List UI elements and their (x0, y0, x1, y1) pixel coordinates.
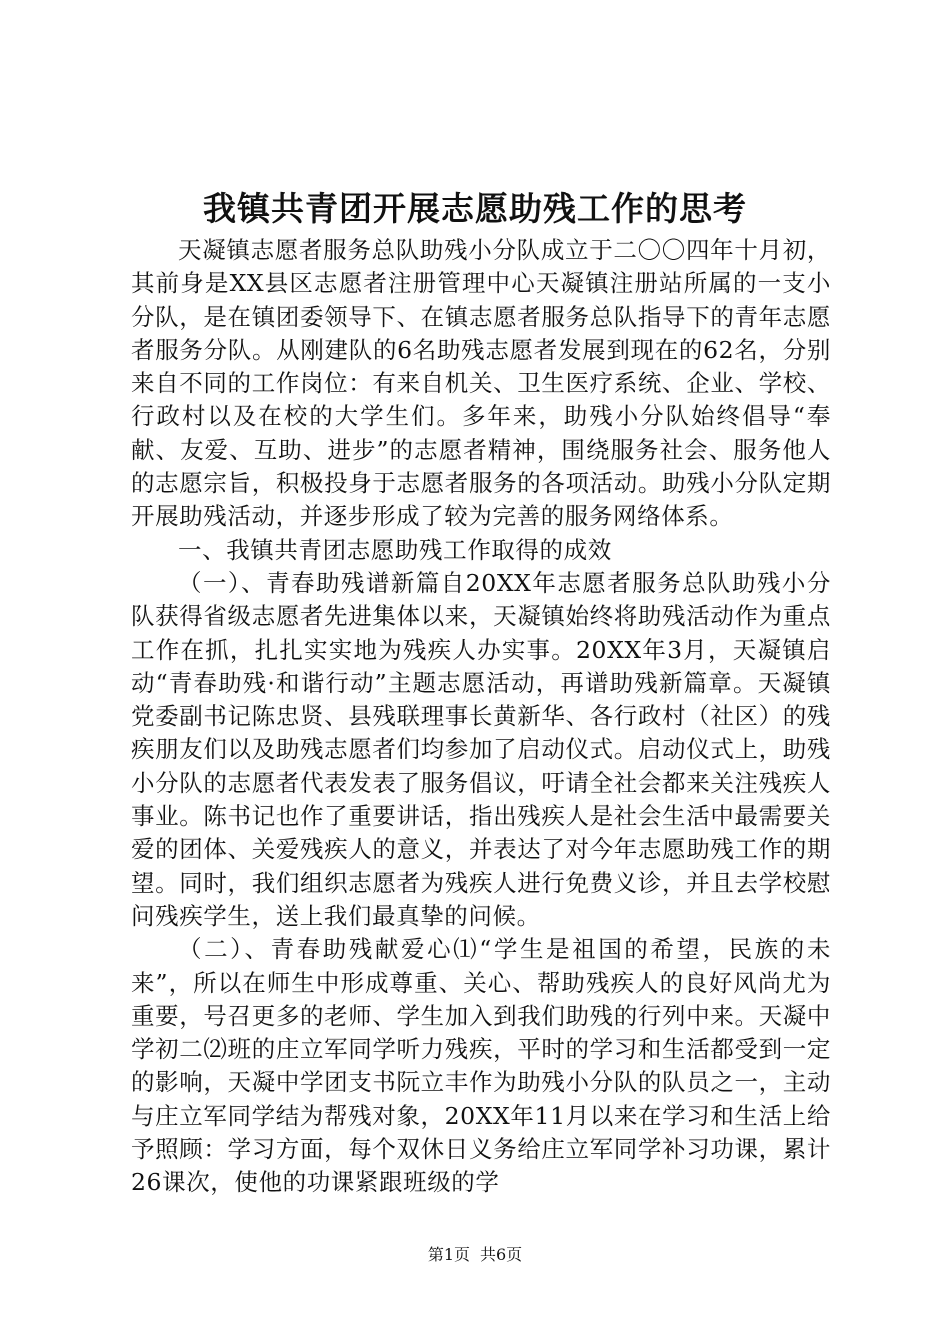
page-total: 共6页 (480, 1245, 523, 1264)
document-title: 我镇共青团开展志愿助残工作的思考 (203, 189, 747, 228)
paragraph-section-2: （二）、青春助残献爱心⑴“学生是祖国的希望，民族的未来”，所以在师生中形成尊重、关心、帮助残疾人的良好风尚尤为重要，号召更多的老师、学生加入到我们助残的行列中来。天凝中学初二⑵班的庄立军同学听力残疾，平时的学习和生活都受到一定的影响，天凝中学团支书阮立丰作为助残小分队的队员之一，主动与庄立军同学结为帮残对象，20XX年11月以来在学习和生活上给予照顾：学习方面，每个双休日义务给庄立军同学补习功课，累计26课次，使他的功课紧跟班级的学 (131, 935, 831, 1197)
document-body (131, 234, 831, 1200)
page-footer (0, 1244, 950, 1266)
section-heading: 一、我镇共青团志愿助残工作取得的成效 (178, 535, 612, 564)
paragraph-intro: 天凝镇志愿者服务总队助残小分队成立于二〇〇四年十月初，其前身是XX县区志愿者注册管理中心天凝镇注册站所属的一支小分队，是在镇团委领导下、在镇志愿者服务总队指导下的青年志愿者服务分队。从刚建队的6名助残志愿者发展到现在的62名，分别来自不同的工作岗位：有来自机关、卫生医疗系统、企业、学校、行政村以及在校的大学生们。多年来，助残小分队始终倡导“奉献、友爱、互助、进步”的志愿者精神，围绕服务社会、服务他人的志愿宗旨，积极投身于志愿者服务的各项活动。助残小分队定期开展助残活动，并逐步形成了较为完善的服务网络体系。 (131, 236, 831, 531)
paragraph-section-1: （一）、青春助残谱新篇自20XX年志愿者服务总队助残小分队获得省级志愿者先进集体以来，天凝镇始终将助残活动作为重点工作在抓，扎扎实实地为残疾人办实事。20XX年3月，天凝镇启动“青春助残·和谐行动”主题志愿活动，再谱助残新篇章。天凝镇党委副书记陈忠贤、县残联理事长黄新华、各行政村（社区）的残疾朋友们以及助残志愿者们均参加了启动仪式。启动仪式上，助残小分队的志愿者代表发表了服务倡议，吁请全社会都来关注残疾人事业。陈书记也作了重要讲话，指出残疾人是社会生活中最需要关爱的团体、关爱残疾人的意义，并表达了对今年志愿助残工作的期望。同时，我们组织志愿者为残疾人进行免费义诊，并且去学校慰问残疾学生，送上我们最真挚的问候。 (131, 568, 831, 930)
page-number: 第1页 (427, 1245, 470, 1264)
